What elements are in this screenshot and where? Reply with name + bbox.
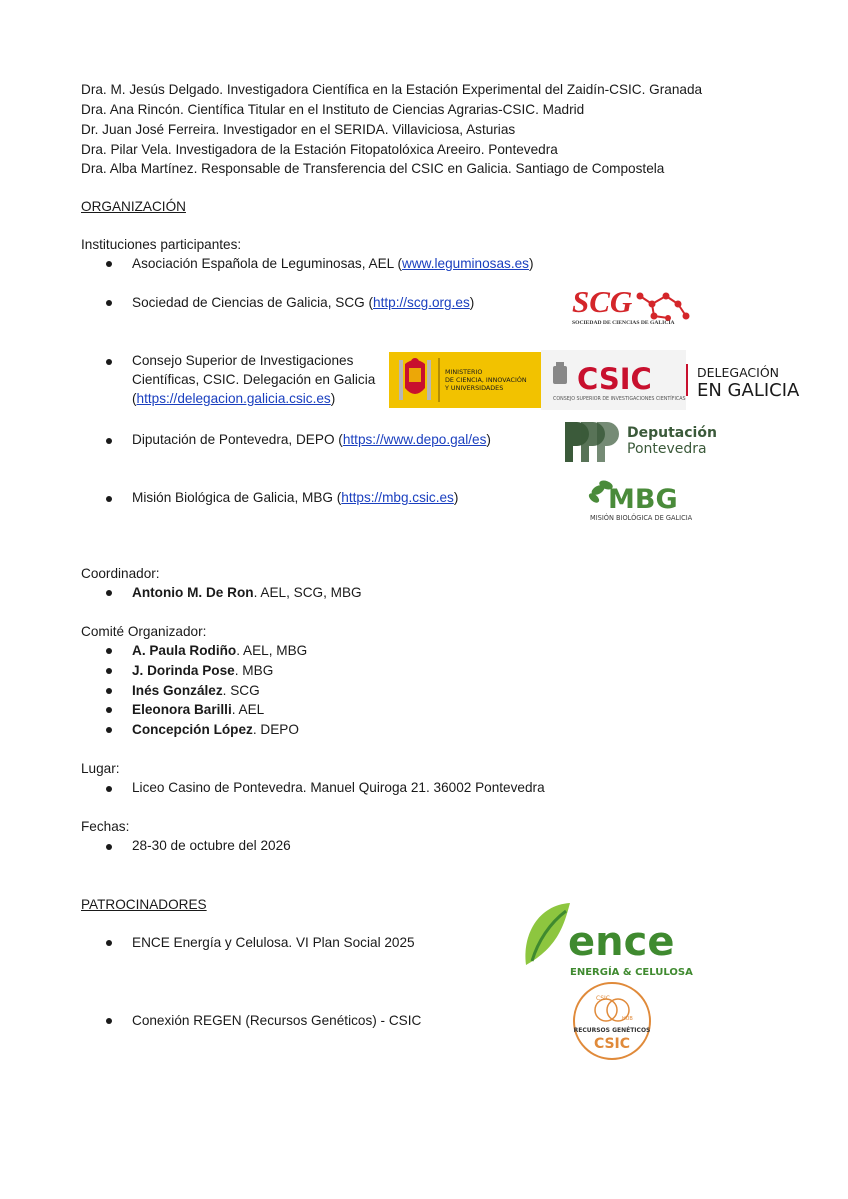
institucion-text: Diputación de Pontevedra, DEPO (	[132, 432, 343, 447]
comite-item	[132, 642, 307, 660]
link-scg[interactable]: http://scg.org.es	[373, 295, 470, 310]
paren: )	[528, 256, 534, 271]
ministerio-line1: MINISTERIO	[445, 368, 483, 376]
coordinador-label: Coordinador:	[81, 566, 160, 581]
lugar-item: Liceo Casino de Pontevedra. Manuel Quiroga 21. 36002 Pontevedra	[132, 780, 545, 795]
regen-hub-text: HUB	[622, 1016, 633, 1022]
person-name: Inés González	[132, 683, 223, 698]
bullet	[106, 359, 112, 365]
link-csic[interactable]: https://delegacion.galicia.csic.es	[136, 391, 331, 406]
ministerio-line3: Y UNIVERSIDADES	[445, 384, 504, 392]
bullet	[106, 786, 112, 792]
bullet	[106, 844, 112, 850]
comite-item	[132, 701, 264, 719]
mbg-logo-subtitle: MISIÓN BIOLÓGICA DE GALICIA	[590, 514, 693, 522]
bullet	[106, 688, 112, 694]
mbg-logo-text: MBG	[608, 484, 678, 515]
institucion-mbg	[132, 489, 458, 507]
csic-logo-text: CSIC	[577, 362, 652, 396]
ministerio-logo	[389, 352, 541, 408]
paren: (	[132, 391, 137, 406]
regen-top-text: CSIC	[596, 995, 610, 1002]
bullet	[106, 438, 112, 444]
depo-emblem-icon	[565, 422, 619, 462]
institucion-text: Asociación Española de Leguminosas, AEL (	[132, 256, 403, 271]
person-line: Dra. Alba Martínez. Responsable de Transferencia del CSIC en Galicia. Santiago de Compostela	[81, 161, 665, 176]
person-line: Dr. Juan José Ferreira. Investigador en el SERIDA. Villaviciosa, Asturias	[81, 122, 516, 137]
scg-logo-text: SCG	[572, 284, 633, 319]
scg-logo	[568, 282, 698, 328]
paren: )	[469, 295, 475, 310]
person-name: J. Dorinda Pose	[132, 663, 235, 678]
bullet	[106, 668, 112, 674]
institucion-text: Sociedad de Ciencias de Galicia, SCG (	[132, 295, 374, 310]
comite-item	[132, 721, 299, 739]
ence-logo	[518, 895, 698, 987]
person-line: Dra. M. Jesús Delgado. Investigadora Científica en la Estación Experimental del Zaidín-CSIC. Granada	[81, 82, 703, 97]
person-affiliation: . AEL	[231, 702, 265, 717]
institucion-scg	[132, 294, 474, 312]
person-affiliation: . DEPO	[252, 722, 299, 737]
bullet	[106, 648, 112, 654]
bullet	[106, 496, 112, 502]
institucion-csic-line3	[132, 390, 335, 408]
bullet	[106, 727, 112, 733]
section-heading-patrocinadores: PATROCINADORES	[81, 897, 207, 912]
csic-delegacion-logo	[541, 350, 811, 410]
depo-logo	[551, 408, 731, 468]
person-affiliation: . AEL, MBG	[236, 643, 308, 658]
institucion-text: Misión Biológica de Galicia, MBG (	[132, 490, 342, 505]
instituciones-label: Instituciones participantes:	[81, 237, 242, 252]
link-ael[interactable]: www.leguminosas.es	[402, 256, 529, 271]
institucion-depo	[132, 431, 491, 449]
depo-line1: Deputación	[627, 425, 717, 441]
person-affiliation: . MBG	[234, 663, 274, 678]
institucion-ael	[132, 255, 534, 273]
fechas-item: 28-30 de octubre del 2026	[132, 838, 291, 853]
ence-logo-subtitle: ENERGÍA & CELULOSA	[570, 967, 693, 978]
institucion-csic-line2: Científicas, CSIC. Delegación en Galicia	[132, 372, 376, 387]
bullet	[106, 261, 112, 267]
section-heading-organizacion: ORGANIZACIÓN	[81, 199, 186, 214]
bullet	[106, 300, 112, 306]
person-name: Antonio M. De Ron	[132, 585, 254, 600]
ministerio-line2: DE CIENCIA, INNOVACIÓN	[445, 376, 527, 384]
lugar-label: Lugar:	[81, 761, 120, 776]
person-name: Concepción López	[132, 722, 253, 737]
csic-delegacion-line1: DELEGACIÓN	[697, 365, 780, 380]
person-line: Dra. Pilar Vela. Investigadora de la Estación Fitopatolóxica Areeiro. Pontevedra	[81, 142, 558, 157]
link-depo[interactable]: https://www.depo.gal/es	[342, 432, 487, 447]
mbg-logo	[584, 476, 699, 556]
paren: )	[486, 432, 491, 447]
link-mbg[interactable]: https://mbg.csic.es	[341, 490, 454, 505]
comite-item	[132, 662, 273, 680]
depo-line2: Pontevedra	[627, 441, 707, 457]
person-name: Eleonora Barilli	[132, 702, 232, 717]
bullet	[106, 940, 112, 946]
ence-logo-text: ence	[568, 919, 675, 965]
regen-bottom-text: CSIC	[593, 1036, 631, 1052]
person-name: A. Paula Rodiño	[132, 643, 237, 658]
coordinador-item	[132, 584, 362, 602]
person-line: Dra. Ana Rincón. Científica Titular en el Instituto de Ciencias Agrarias-CSIC. Madrid	[81, 102, 585, 117]
bullet	[106, 590, 112, 596]
institucion-csic-line1: Consejo Superior de Investigaciones	[132, 353, 354, 368]
bullet	[106, 707, 112, 713]
patrocinador-regen: Conexión REGEN (Recursos Genéticos) - CSIC	[132, 1013, 422, 1028]
csic-delegacion-line2: EN GALICIA	[697, 380, 800, 401]
csic-logo-subtitle: CONSEJO SUPERIOR DE INVESTIGACIONES CIENTÍFICAS	[553, 397, 686, 402]
regen-logo	[566, 980, 658, 1062]
patrocinador-ence: ENCE Energía y Celulosa. VI Plan Social 2025	[132, 935, 415, 950]
regen-mid-text: RECURSOS GENÉTICOS	[573, 1027, 651, 1034]
person-affiliation: . SCG	[222, 683, 260, 698]
bullet	[106, 1018, 112, 1024]
comite-label: Comité Organizador:	[81, 624, 207, 639]
person-affiliation: . AEL, SCG, MBG	[253, 585, 362, 600]
paren: )	[453, 490, 459, 505]
paren: )	[330, 391, 336, 406]
comite-item	[132, 682, 260, 700]
fechas-label: Fechas:	[81, 819, 130, 834]
scg-logo-subtitle: SOCIEDAD DE CIENCIAS DE GALICIA	[572, 320, 675, 326]
